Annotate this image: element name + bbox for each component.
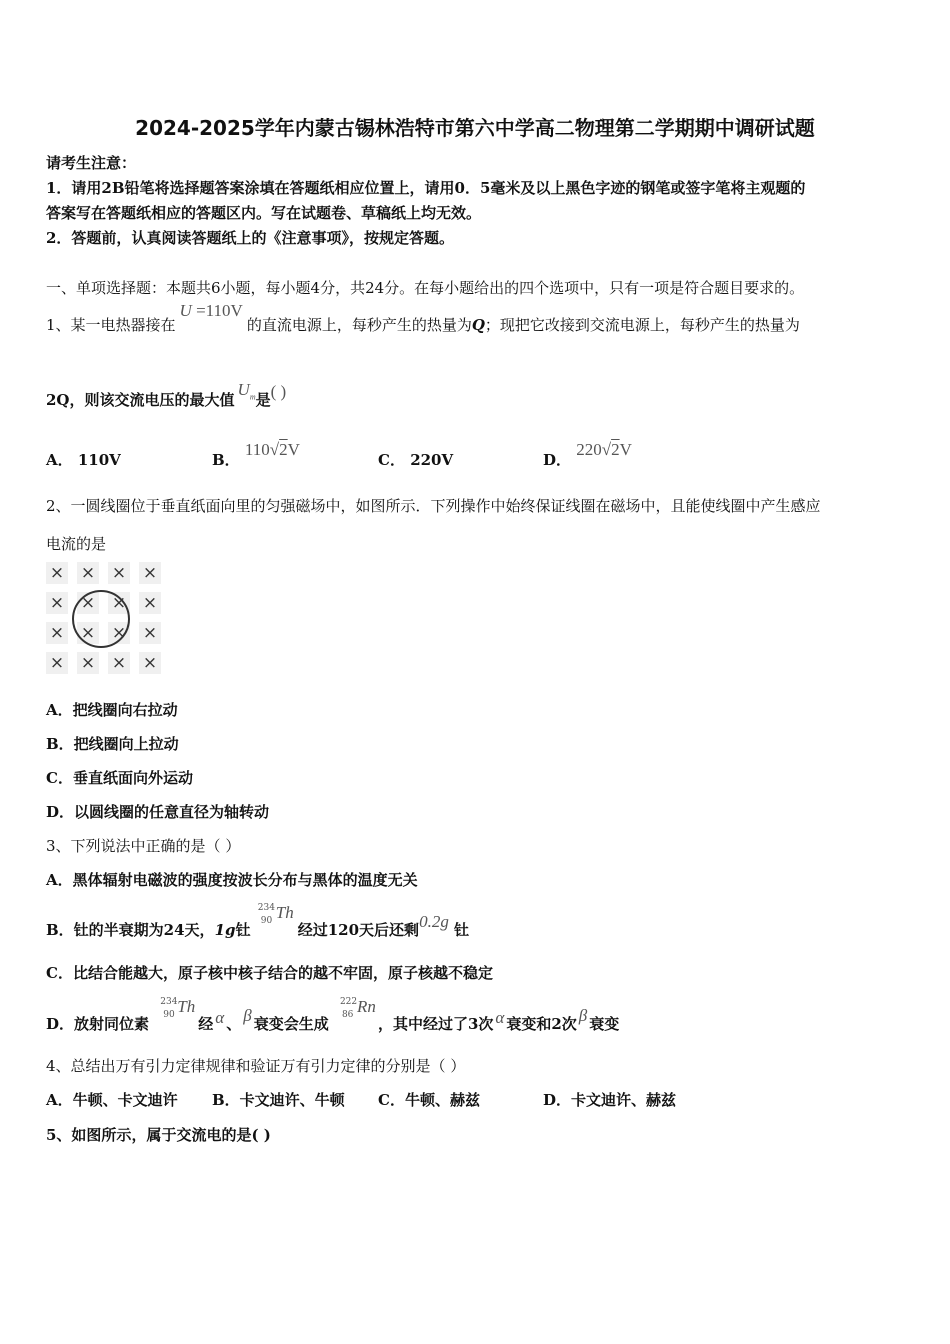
sqrt-icon: √ [601,440,612,459]
question-2-option-d[interactable]: D．以圆线圈的任意直径为轴转动 [46,803,270,821]
field-x-mark: × [108,622,130,644]
math-um: $U_m$ [237,380,256,402]
field-x-mark: × [139,622,161,644]
field-x-mark: × [77,592,99,614]
page-title: 2024-2025学年内蒙古锡林浩特市第六中学高二物理第二学期期中调研试题 [135,116,815,140]
question-2-line-2: 电流的是 [46,535,107,553]
field-x-mark: × [108,652,130,674]
field-x-mark: × [77,622,99,644]
question-4-option-d[interactable]: D．卡文迪许、赫兹 [543,1091,677,1109]
radon-222-notation: 222 86 Rn [339,997,376,1020]
magnetic-field-figure [46,562,162,674]
question-2-option-a[interactable]: A．把线圈向右拉动 [46,701,178,719]
notice-heading: 请考生注意： [46,154,137,172]
field-x-mark: × [46,652,68,674]
question-1-option-d[interactable]: D． 220√2V [543,440,632,469]
coil-circle [72,590,130,648]
field-x-mark: × [46,562,68,584]
field-x-mark: × [139,592,161,614]
question-1-line-2: 2Q，则该交流电压的最大值$U_m$是( ) [46,380,287,409]
field-x-mark: × [46,622,68,644]
field-x-mark: × [108,592,130,614]
question-3-option-a[interactable]: A．黑体辐射电磁波的强度按波长分布与黑体的温度无关 [46,871,418,889]
question-1-option-c[interactable]: C． 220V [378,451,454,469]
thorium-234-notation: 234 90 Th [160,997,196,1020]
question-1-option-a[interactable]: A． 110V [46,451,121,469]
question-1-line-1: 1、某一电热器接在U =110V的直流电源上，每秒产生的热量为Q；现把它改接到交流电源上，每秒产生的热量为 [46,301,800,334]
sqrt-icon: √ [269,440,280,459]
field-x-mark: × [46,592,68,614]
field-x-mark: × [139,562,161,584]
field-x-mark: × [77,652,99,674]
field-x-mark: × [108,562,130,584]
question-1-option-b[interactable]: B． 110√2V [212,440,300,469]
question-3-stem: 3、下列说法中正确的是（ ） [46,837,241,855]
thorium-234-notation: 234 90 Th [257,903,294,926]
question-2-option-c[interactable]: C．垂直纸面向外运动 [46,769,193,787]
question-5-stem: 5、如图所示，属于交流电的是( ) [46,1126,271,1144]
question-2-line-1: 2、一圆线圈位于垂直纸面向里的匀强磁场中，如图所示．下列操作中始终保证线圈在磁场中，且能使线圈中产生感应 [46,497,821,515]
question-4-option-a[interactable]: A．牛顿、卡文迪许 [46,1091,178,1109]
question-3-option-b[interactable]: B．钍的半衰期为24天，1g钍 234 90 Th 经过120天后还剩0.2g 钍 [46,903,470,939]
notice-line-1: 1．请用2B铅笔将选择题答案涂填在答题纸相应位置上，请用0．5毫米及以上黑色字迹的钢笔或签字笔将主观题的 [46,179,806,197]
question-4-option-c[interactable]: C．牛顿、赫兹 [378,1091,480,1109]
question-3-option-d[interactable]: D．放射同位素 234 90 Th 经 α 、 β 衰变会生成 222 86 Rn ，其中经过了3次 α 衰变和2次 β 衰变 [46,997,620,1033]
section-heading: 一、单项选择题：本题共6小题，每小题4分，共24分。在每小题给出的四个选项中，只有一项是符合题目要求的。 [46,279,805,297]
notice-line-3: 2．答题前，认真阅读答题纸上的《注意事项》，按规定答题。 [46,229,454,247]
question-3-option-c[interactable]: C．比结合能越大，原子核中核子结合的越不牢固，原子核越不稳定 [46,964,493,982]
notice-line-2: 答案写在答题纸相应的答题区内。写在试题卷、草稿纸上均无效。 [46,204,482,222]
question-4-option-b[interactable]: B．卡文迪许、牛顿 [212,1091,345,1109]
question-4-stem: 4、总结出万有引力定律规律和验证万有引力定律的分别是（ ） [46,1057,466,1075]
question-2-option-b[interactable]: B．把线圈向上拉动 [46,735,179,753]
math-u-110v: U =110V [179,301,243,320]
field-x-mark: × [139,652,161,674]
field-x-mark: × [77,562,99,584]
